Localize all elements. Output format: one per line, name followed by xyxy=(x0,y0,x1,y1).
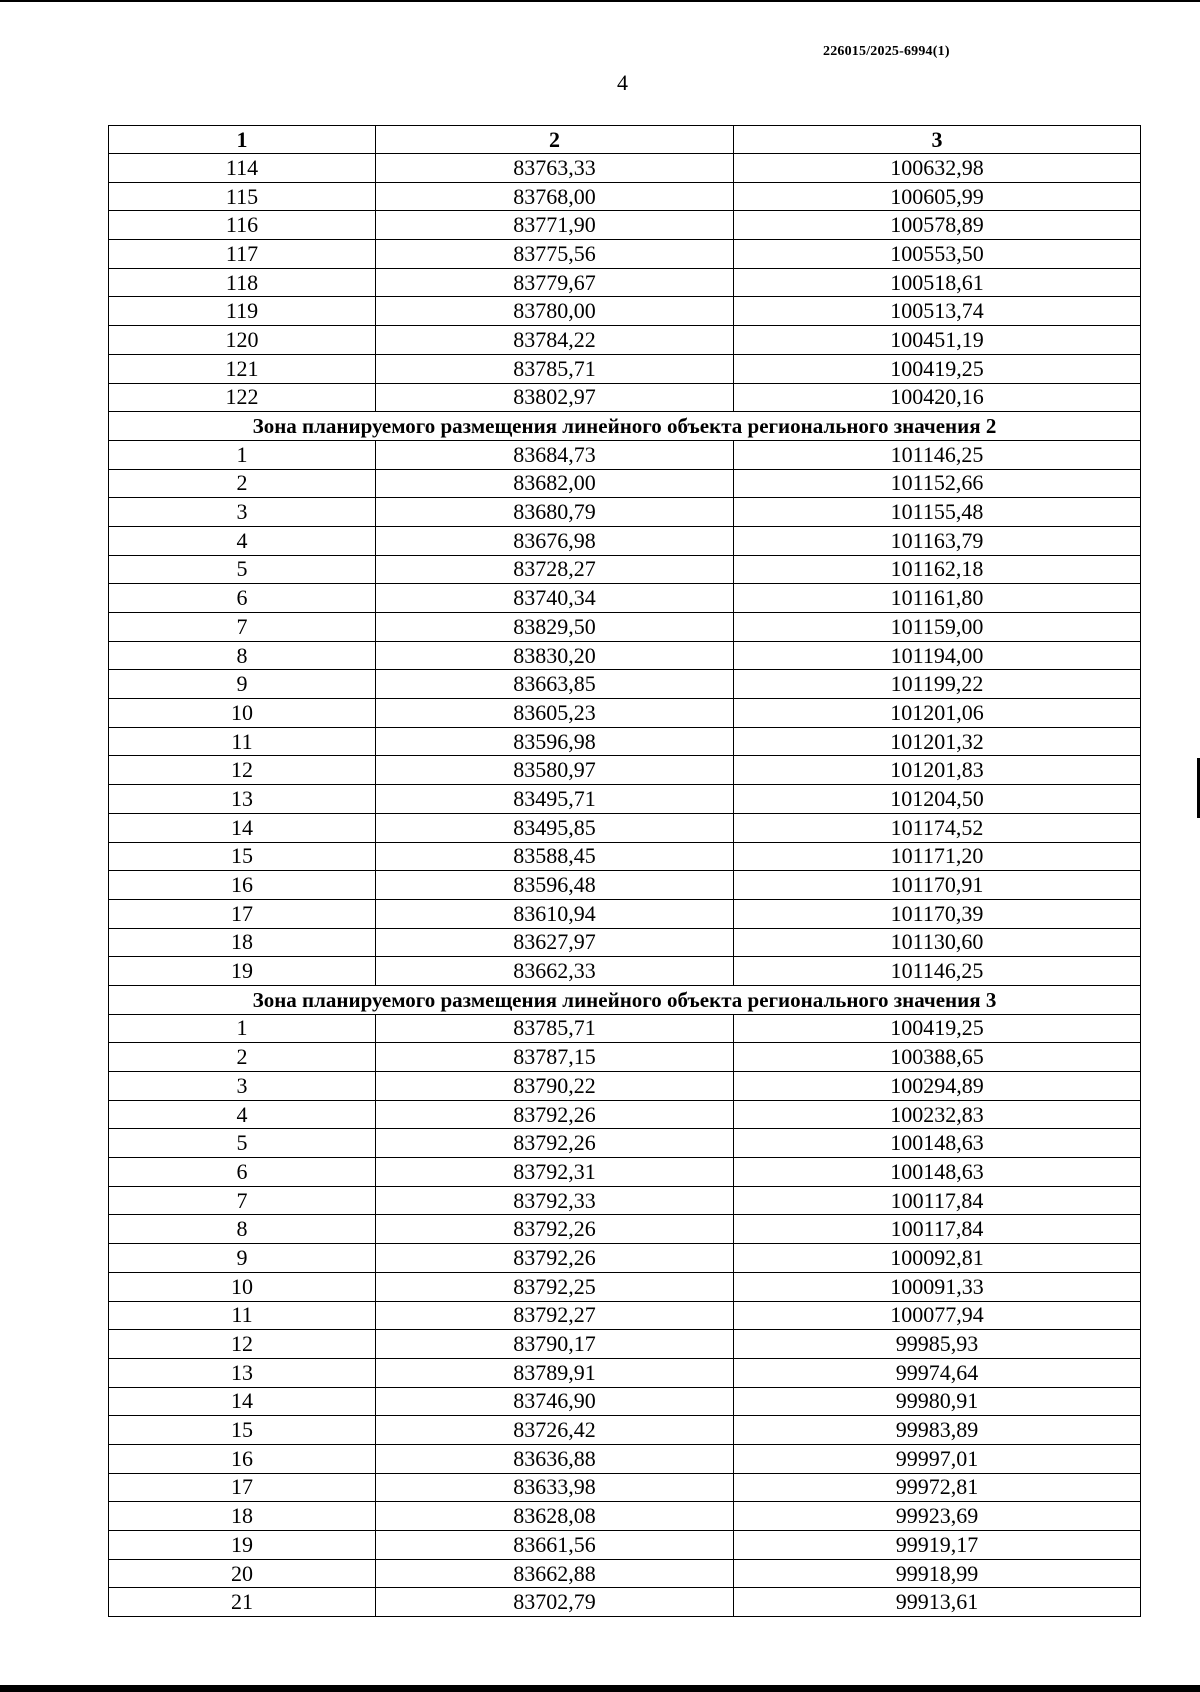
x-coordinate-cell: 83580,97 xyxy=(376,756,734,785)
x-coordinate-cell: 83676,98 xyxy=(376,526,734,555)
table-row xyxy=(109,584,1141,613)
table-row xyxy=(109,1215,1141,1244)
point-number-cell: 120 xyxy=(109,326,376,355)
x-coordinate-cell: 83588,45 xyxy=(376,842,734,871)
table-row xyxy=(109,1272,1141,1301)
x-coordinate-cell: 83779,67 xyxy=(376,268,734,297)
point-number-cell: 118 xyxy=(109,268,376,297)
point-number-cell: 19 xyxy=(109,957,376,986)
point-number-cell: 13 xyxy=(109,1358,376,1387)
y-coordinate-cell: 100420,16 xyxy=(734,383,1141,412)
table-row xyxy=(109,1158,1141,1187)
y-coordinate-cell: 100513,74 xyxy=(734,297,1141,326)
y-coordinate-cell: 101171,20 xyxy=(734,842,1141,871)
x-coordinate-cell: 83792,26 xyxy=(376,1244,734,1273)
point-number-cell: 6 xyxy=(109,1158,376,1187)
x-coordinate-cell: 83728,27 xyxy=(376,555,734,584)
x-coordinate-cell: 83792,27 xyxy=(376,1301,734,1330)
header-row xyxy=(109,126,1141,154)
page-top-border xyxy=(0,0,1200,2)
table-row xyxy=(109,1444,1141,1473)
point-number-cell: 15 xyxy=(109,1416,376,1445)
y-coordinate-cell: 99985,93 xyxy=(734,1330,1141,1359)
point-number-cell: 7 xyxy=(109,613,376,642)
x-coordinate-cell: 83763,33 xyxy=(376,154,734,183)
x-coordinate-cell: 83662,88 xyxy=(376,1559,734,1588)
point-number-cell: 18 xyxy=(109,928,376,957)
point-number-cell: 19 xyxy=(109,1531,376,1560)
x-coordinate-cell: 83661,56 xyxy=(376,1531,734,1560)
point-number-cell: 122 xyxy=(109,383,376,412)
y-coordinate-cell: 99913,61 xyxy=(734,1588,1141,1617)
table-row xyxy=(109,699,1141,728)
point-number-cell: 114 xyxy=(109,154,376,183)
table-row xyxy=(109,498,1141,527)
table-row xyxy=(109,383,1141,412)
x-coordinate-cell: 83636,88 xyxy=(376,1444,734,1473)
point-number-cell: 117 xyxy=(109,240,376,269)
y-coordinate-cell: 100117,84 xyxy=(734,1186,1141,1215)
table-row xyxy=(109,1014,1141,1043)
point-number-cell: 15 xyxy=(109,842,376,871)
point-number-cell: 5 xyxy=(109,1129,376,1158)
column-header: 2 xyxy=(376,126,734,154)
y-coordinate-cell: 101174,52 xyxy=(734,813,1141,842)
table-row xyxy=(109,354,1141,383)
y-coordinate-cell: 101130,60 xyxy=(734,928,1141,957)
y-coordinate-cell: 100117,84 xyxy=(734,1215,1141,1244)
table-row xyxy=(109,641,1141,670)
x-coordinate-cell: 83787,15 xyxy=(376,1043,734,1072)
page-number: 4 xyxy=(617,70,628,95)
y-coordinate-cell: 101194,00 xyxy=(734,641,1141,670)
point-number-cell: 9 xyxy=(109,1244,376,1273)
point-number-cell: 8 xyxy=(109,641,376,670)
table-row xyxy=(109,555,1141,584)
table-row xyxy=(109,727,1141,756)
x-coordinate-cell: 83790,22 xyxy=(376,1072,734,1101)
x-coordinate-cell: 83785,71 xyxy=(376,1014,734,1043)
y-coordinate-cell: 100553,50 xyxy=(734,240,1141,269)
y-coordinate-cell: 100148,63 xyxy=(734,1129,1141,1158)
x-coordinate-cell: 83790,17 xyxy=(376,1330,734,1359)
x-coordinate-cell: 83768,00 xyxy=(376,182,734,211)
point-number-cell: 6 xyxy=(109,584,376,613)
table-row xyxy=(109,1358,1141,1387)
x-coordinate-cell: 83495,85 xyxy=(376,813,734,842)
table-row xyxy=(109,613,1141,642)
point-number-cell: 12 xyxy=(109,1330,376,1359)
y-coordinate-cell: 100632,98 xyxy=(734,154,1141,183)
y-coordinate-cell: 101146,25 xyxy=(734,440,1141,469)
y-coordinate-cell: 99918,99 xyxy=(734,1559,1141,1588)
point-number-cell: 3 xyxy=(109,498,376,527)
point-number-cell: 16 xyxy=(109,1444,376,1473)
y-coordinate-cell: 101155,48 xyxy=(734,498,1141,527)
point-number-cell: 4 xyxy=(109,526,376,555)
x-coordinate-cell: 83596,48 xyxy=(376,871,734,900)
table-row xyxy=(109,1129,1141,1158)
table-row xyxy=(109,211,1141,240)
x-coordinate-cell: 83792,33 xyxy=(376,1186,734,1215)
point-number-cell: 2 xyxy=(109,1043,376,1072)
point-number-cell: 12 xyxy=(109,756,376,785)
point-number-cell: 3 xyxy=(109,1072,376,1101)
y-coordinate-cell: 99983,89 xyxy=(734,1416,1141,1445)
table-row xyxy=(109,1301,1141,1330)
y-coordinate-cell: 99997,01 xyxy=(734,1444,1141,1473)
y-coordinate-cell: 100232,83 xyxy=(734,1100,1141,1129)
x-coordinate-cell: 83802,97 xyxy=(376,383,734,412)
y-coordinate-cell: 101201,06 xyxy=(734,699,1141,728)
x-coordinate-cell: 83784,22 xyxy=(376,326,734,355)
x-coordinate-cell: 83682,00 xyxy=(376,469,734,498)
y-coordinate-cell: 100092,81 xyxy=(734,1244,1141,1273)
table-row xyxy=(109,240,1141,269)
table-row xyxy=(109,1559,1141,1588)
x-coordinate-cell: 83771,90 xyxy=(376,211,734,240)
table-row xyxy=(109,440,1141,469)
x-coordinate-cell: 83785,71 xyxy=(376,354,734,383)
table-row xyxy=(109,756,1141,785)
y-coordinate-cell: 100077,94 xyxy=(734,1301,1141,1330)
x-coordinate-cell: 83610,94 xyxy=(376,899,734,928)
point-number-cell: 115 xyxy=(109,182,376,211)
point-number-cell: 17 xyxy=(109,899,376,928)
y-coordinate-cell: 99919,17 xyxy=(734,1531,1141,1560)
table-row xyxy=(109,469,1141,498)
y-coordinate-cell: 101146,25 xyxy=(734,957,1141,986)
point-number-cell: 14 xyxy=(109,1387,376,1416)
point-number-cell: 16 xyxy=(109,871,376,900)
x-coordinate-cell: 83792,25 xyxy=(376,1272,734,1301)
table-row xyxy=(109,1387,1141,1416)
table-row xyxy=(109,526,1141,555)
y-coordinate-cell: 100605,99 xyxy=(734,182,1141,211)
point-number-cell: 1 xyxy=(109,1014,376,1043)
y-coordinate-cell: 100518,61 xyxy=(734,268,1141,297)
point-number-cell: 10 xyxy=(109,699,376,728)
point-number-cell: 121 xyxy=(109,354,376,383)
section-row xyxy=(109,412,1141,441)
column-header: 1 xyxy=(109,126,376,154)
y-coordinate-cell: 99974,64 xyxy=(734,1358,1141,1387)
x-coordinate-cell: 83633,98 xyxy=(376,1473,734,1502)
x-coordinate-cell: 83627,97 xyxy=(376,928,734,957)
coordinates-table xyxy=(108,125,1141,1617)
table-row xyxy=(109,1244,1141,1273)
section-title: Зона планируемого размещения линейного объекта регионального значения 2 xyxy=(109,412,1141,441)
point-number-cell: 11 xyxy=(109,1301,376,1330)
x-coordinate-cell: 83829,50 xyxy=(376,613,734,642)
y-coordinate-cell: 100388,65 xyxy=(734,1043,1141,1072)
table-row xyxy=(109,1100,1141,1129)
x-coordinate-cell: 83792,26 xyxy=(376,1215,734,1244)
y-coordinate-cell: 100148,63 xyxy=(734,1158,1141,1187)
y-coordinate-cell: 101201,32 xyxy=(734,727,1141,756)
table-row xyxy=(109,670,1141,699)
table-row xyxy=(109,813,1141,842)
point-number-cell: 13 xyxy=(109,785,376,814)
x-coordinate-cell: 83684,73 xyxy=(376,440,734,469)
table-row xyxy=(109,1043,1141,1072)
table-row xyxy=(109,957,1141,986)
page-bottom-border xyxy=(0,1685,1200,1692)
table-row xyxy=(109,1502,1141,1531)
table-row xyxy=(109,1330,1141,1359)
x-coordinate-cell: 83680,79 xyxy=(376,498,734,527)
table-row xyxy=(109,182,1141,211)
x-coordinate-cell: 83596,98 xyxy=(376,727,734,756)
x-coordinate-cell: 83792,31 xyxy=(376,1158,734,1187)
table-row xyxy=(109,1588,1141,1617)
x-coordinate-cell: 83628,08 xyxy=(376,1502,734,1531)
point-number-cell: 10 xyxy=(109,1272,376,1301)
point-number-cell: 2 xyxy=(109,469,376,498)
y-coordinate-cell: 100419,25 xyxy=(734,1014,1141,1043)
section-row xyxy=(109,985,1141,1014)
x-coordinate-cell: 83663,85 xyxy=(376,670,734,699)
table-row xyxy=(109,1186,1141,1215)
table-row xyxy=(109,785,1141,814)
table-row xyxy=(109,871,1141,900)
y-coordinate-cell: 101170,91 xyxy=(734,871,1141,900)
table-row xyxy=(109,899,1141,928)
point-number-cell: 8 xyxy=(109,1215,376,1244)
x-coordinate-cell: 83792,26 xyxy=(376,1100,734,1129)
table-row xyxy=(109,842,1141,871)
point-number-cell: 9 xyxy=(109,670,376,699)
table-row xyxy=(109,154,1141,183)
y-coordinate-cell: 99980,91 xyxy=(734,1387,1141,1416)
x-coordinate-cell: 83792,26 xyxy=(376,1129,734,1158)
point-number-cell: 116 xyxy=(109,211,376,240)
y-coordinate-cell: 101199,22 xyxy=(734,670,1141,699)
y-coordinate-cell: 100419,25 xyxy=(734,354,1141,383)
table-header xyxy=(109,126,1141,154)
y-coordinate-cell: 101161,80 xyxy=(734,584,1141,613)
point-number-cell: 21 xyxy=(109,1588,376,1617)
y-coordinate-cell: 100091,33 xyxy=(734,1272,1141,1301)
table-row xyxy=(109,1473,1141,1502)
x-coordinate-cell: 83495,71 xyxy=(376,785,734,814)
table-row xyxy=(109,1072,1141,1101)
x-coordinate-cell: 83780,00 xyxy=(376,297,734,326)
point-number-cell: 7 xyxy=(109,1186,376,1215)
y-coordinate-cell: 101152,66 xyxy=(734,469,1141,498)
x-coordinate-cell: 83775,56 xyxy=(376,240,734,269)
point-number-cell: 20 xyxy=(109,1559,376,1588)
x-coordinate-cell: 83702,79 xyxy=(376,1588,734,1617)
y-coordinate-cell: 101162,18 xyxy=(734,555,1141,584)
y-coordinate-cell: 101204,50 xyxy=(734,785,1141,814)
y-coordinate-cell: 100578,89 xyxy=(734,211,1141,240)
y-coordinate-cell: 101201,83 xyxy=(734,756,1141,785)
table-row xyxy=(109,326,1141,355)
y-coordinate-cell: 101159,00 xyxy=(734,613,1141,642)
y-coordinate-cell: 100294,89 xyxy=(734,1072,1141,1101)
section-title: Зона планируемого размещения линейного объекта регионального значения 3 xyxy=(109,985,1141,1014)
point-number-cell: 119 xyxy=(109,297,376,326)
y-coordinate-cell: 101163,79 xyxy=(734,526,1141,555)
document-number: 226015/2025-6994(1) xyxy=(823,44,950,59)
x-coordinate-cell: 83605,23 xyxy=(376,699,734,728)
y-coordinate-cell: 99972,81 xyxy=(734,1473,1141,1502)
table-row xyxy=(109,1416,1141,1445)
column-header: 3 xyxy=(734,126,1141,154)
x-coordinate-cell: 83830,20 xyxy=(376,641,734,670)
table-row xyxy=(109,1531,1141,1560)
table-row xyxy=(109,928,1141,957)
table-row xyxy=(109,268,1141,297)
x-coordinate-cell: 83789,91 xyxy=(376,1358,734,1387)
x-coordinate-cell: 83740,34 xyxy=(376,584,734,613)
x-coordinate-cell: 83726,42 xyxy=(376,1416,734,1445)
table-row xyxy=(109,297,1141,326)
y-coordinate-cell: 99923,69 xyxy=(734,1502,1141,1531)
x-coordinate-cell: 83662,33 xyxy=(376,957,734,986)
y-coordinate-cell: 101170,39 xyxy=(734,899,1141,928)
point-number-cell: 18 xyxy=(109,1502,376,1531)
point-number-cell: 14 xyxy=(109,813,376,842)
table-body xyxy=(109,154,1141,1617)
point-number-cell: 1 xyxy=(109,440,376,469)
point-number-cell: 11 xyxy=(109,727,376,756)
point-number-cell: 5 xyxy=(109,555,376,584)
point-number-cell: 4 xyxy=(109,1100,376,1129)
point-number-cell: 17 xyxy=(109,1473,376,1502)
y-coordinate-cell: 100451,19 xyxy=(734,326,1141,355)
x-coordinate-cell: 83746,90 xyxy=(376,1387,734,1416)
